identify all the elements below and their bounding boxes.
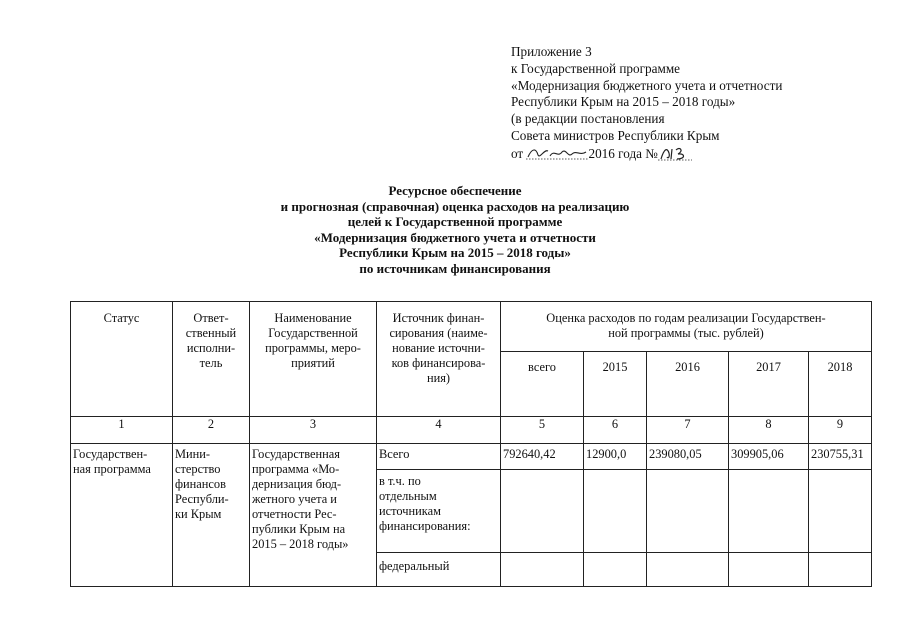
header-status: Статус xyxy=(71,302,173,417)
date-prefix: от xyxy=(511,145,524,161)
column-number: 6 xyxy=(584,417,647,444)
header-2017: 2017 xyxy=(729,352,809,417)
header-2016: 2016 xyxy=(647,352,729,417)
cell-executor: Мини- стерство финансов Республи- ки Крым xyxy=(173,444,250,587)
handwritten-date-signature xyxy=(526,146,588,160)
column-number: 4 xyxy=(377,417,501,444)
column-number: 5 xyxy=(501,417,584,444)
column-number-row xyxy=(71,417,872,444)
cell-2018 xyxy=(809,470,872,553)
column-number: 7 xyxy=(647,417,729,444)
cell-source: в т.ч. по отдельным источникам финансирования: xyxy=(377,470,501,553)
cell-source: федеральный xyxy=(377,553,501,587)
heading-line: Ресурсное обеспечение xyxy=(388,183,522,198)
cell-2015 xyxy=(584,470,647,553)
cell-2016 xyxy=(647,470,729,553)
date-year-text: 2016 года № xyxy=(588,145,658,161)
header-2018: 2018 xyxy=(809,352,872,417)
heading-line: и прогнозная (справочная) оценка расходов на реализацию xyxy=(280,198,630,214)
cell-2016: 239080,05 xyxy=(647,444,729,470)
cell-source: Всего xyxy=(377,444,501,470)
cell-total: 792640,42 xyxy=(501,444,584,470)
cell-2018 xyxy=(809,553,872,587)
cell-2015: 12900,0 xyxy=(584,444,647,470)
header-estimate: Оценка расходов по годам реализации Государствен- ной программы (тыс. рублей) xyxy=(501,302,872,352)
heading-line: «Модернизация бюджетного учета и отчетности xyxy=(314,229,596,245)
header-2015: 2015 xyxy=(584,352,647,417)
column-number: 8 xyxy=(729,417,809,444)
appendix-line: к Государственной программе xyxy=(511,60,681,76)
header-source: Источник финан- сирования (наиме- нование источни- ков финансирова- ния) xyxy=(377,302,501,417)
header-total: всего xyxy=(501,352,584,417)
handwritten-number-signature xyxy=(658,145,692,161)
table-row xyxy=(71,444,872,470)
financing-table xyxy=(70,301,872,587)
cell-2018: 230755,31 xyxy=(809,444,872,470)
heading-line: по источникам финансирования xyxy=(359,260,551,276)
column-number: 9 xyxy=(809,417,872,444)
header-executor: Ответ- ственный исполни- тель xyxy=(173,302,250,417)
cell-program-name: Государственная программа «Мо- дернизация бюд- жетного учета и отчетности Рес- публики Крым на 2015 – 2018 годы» xyxy=(250,444,377,587)
cell-2016 xyxy=(647,553,729,587)
appendix-line: Республики Крым на 2015 – 2018 годы» xyxy=(511,94,736,110)
cell-2017 xyxy=(729,470,809,553)
appendix-line: (в редакции постановления xyxy=(511,111,665,127)
column-number: 1 xyxy=(71,417,173,444)
cell-total xyxy=(501,470,584,553)
heading-line: Республики Крым на 2015 – 2018 годы» xyxy=(339,245,571,261)
appendix-line: «Модернизация бюджетного учета и отчетности xyxy=(511,77,783,93)
document-heading xyxy=(225,183,685,277)
appendix-date-line xyxy=(511,145,782,163)
header-name: Наименование Государственной программы, меро- приятий xyxy=(250,302,377,417)
cell-total xyxy=(501,553,584,587)
cell-status: Государствен- ная программа xyxy=(71,444,173,587)
appendix-line: Приложение 3 xyxy=(511,44,592,59)
appendix-line: Совета министров Республики Крым xyxy=(511,127,720,143)
column-number: 3 xyxy=(250,417,377,444)
column-number: 2 xyxy=(173,417,250,444)
cell-2015 xyxy=(584,553,647,587)
cell-2017 xyxy=(729,553,809,587)
cell-2017: 309905,06 xyxy=(729,444,809,470)
heading-line: целей к Государственной программе xyxy=(347,214,563,230)
appendix-block xyxy=(511,44,782,163)
